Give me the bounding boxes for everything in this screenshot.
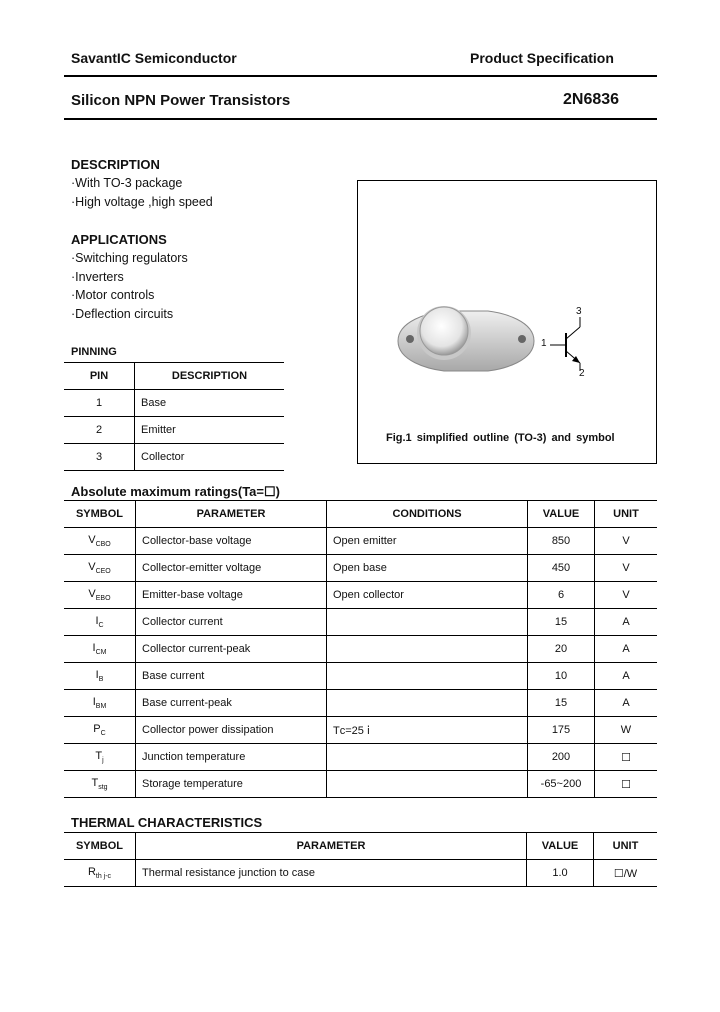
table-row [64,771,657,798]
applications-title: APPLICATIONS [71,232,167,247]
abs-max-table [64,500,657,798]
symbol-main: V [88,587,96,600]
value-cell: 850 [528,528,595,555]
part-number: 2N6836 [563,91,620,108]
symbol-main: V [88,533,96,546]
table-row [64,663,657,690]
to3-package-image [358,181,656,463]
value-cell: 6 [528,582,595,609]
pin-description: Emitter [141,424,176,436]
unit-cell: ☐/W [613,867,638,880]
symbol-cell [64,636,136,663]
value-cell: 15 [528,609,595,636]
value-cell: 10 [528,663,595,690]
col-header-conditions: CONDITIONS [327,501,528,528]
value-cell: 200 [528,744,595,771]
conditions-cell: Open base [327,555,528,582]
pinning-title: PINNING [71,346,117,358]
symbol-sub: stg [98,784,108,792]
symbol-sub: B [98,676,104,684]
conditions-cell: Open collector [327,582,528,609]
conditions-cell [327,690,528,717]
thermal-table [64,832,657,887]
table-row [64,555,657,582]
symbol-main: I [92,641,96,654]
application-item: ·Deflection circuits [71,307,174,321]
symbol-main: P [93,722,101,735]
description-item: ·High voltage ,high speed [71,195,213,209]
application-item: ·Motor controls [71,288,155,302]
symbol-sub: th j-c [95,873,112,881]
symbol-main: T [91,776,99,789]
table-row [64,860,657,887]
symbol-main: T [95,749,103,762]
symbol-sub: BM [95,703,107,711]
product-line: Silicon NPN Power Transistors [71,92,291,109]
pinning-table [64,362,284,471]
pin-description: Base [141,397,167,409]
symbol-cell [64,663,136,690]
value-cell: 1.0 [527,860,594,887]
table-row [64,444,284,471]
col-header-symbol: SYMBOL [64,833,136,860]
doc-type: Product Specification [470,50,614,66]
pin-number: 2 [64,417,135,444]
symbol-pin-label: 2 [579,368,585,379]
table-row [64,582,657,609]
table-row [64,717,657,744]
value-cell: 450 [528,555,595,582]
symbol-sub: CEO [95,568,111,576]
unit-cell: A [622,697,630,709]
symbol-main: I [92,695,96,708]
value-cell: 175 [528,717,595,744]
symbol-cell [64,860,136,887]
symbol-main: I [95,668,99,681]
symbol-sub: CBO [95,541,111,549]
col-header-parameter: PARAMETER [136,833,527,860]
parameter-cell: Collector current-peak [136,636,327,663]
value-cell: -65~200 [528,771,595,798]
figure-box [357,180,657,464]
value-cell: 15 [528,690,595,717]
table-row [64,636,657,663]
symbol-sub: C [98,622,104,630]
conditions-cell [327,771,528,798]
symbol-sub: C [100,730,106,738]
symbol-cell [64,555,136,582]
figure-caption: Fig.1 simplified outline (TO-3) and symbol [386,432,615,444]
header-rule-1 [64,75,657,77]
unit-cell: ☐ [621,778,631,791]
company-name: SavantIC Semiconductor [71,50,237,66]
symbol-cell [64,609,136,636]
thermal-title: THERMAL CHARACTERISTICS [71,815,263,830]
symbol-main: R [87,865,96,878]
symbol-cell [64,717,136,744]
parameter-cell: Collector power dissipation [136,717,327,744]
col-header-parameter: PARAMETER [136,501,327,528]
symbol-pin-label: 3 [576,306,582,317]
unit-cell: A [622,616,630,628]
col-header-value: VALUE [528,501,595,528]
table-row [64,390,284,417]
parameter-cell: Collector current [136,609,327,636]
pin-description: Collector [141,451,185,463]
unit-cell: V [622,562,630,574]
symbol-cell [64,744,136,771]
parameter-cell: Collector-base voltage [136,528,327,555]
conditions-cell: Open emitter [327,528,528,555]
symbol-cell [64,771,136,798]
conditions-cell [327,609,528,636]
col-header-unit: UNIT [613,508,639,520]
symbol-cell [64,582,136,609]
pin-number: 3 [64,444,135,471]
description-item: ·With TO-3 package [71,176,183,190]
unit-cell: A [622,643,630,655]
table-row [64,690,657,717]
table-row [64,744,657,771]
unit-cell: V [622,535,630,547]
parameter-cell: Collector-emitter voltage [136,555,327,582]
conditions-cell [327,663,528,690]
parameter-cell: Base current [136,663,327,690]
parameter-cell: Base current-peak [136,690,327,717]
application-item: ·Switching regulators [71,251,188,265]
unit-cell: A [622,670,630,682]
col-header-value: VALUE [527,833,594,860]
value-cell: 20 [528,636,595,663]
parameter-cell: Junction temperature [136,744,327,771]
symbol-sub: CM [95,649,107,657]
pinning-header-pin: PIN [64,363,135,390]
symbol-main: I [95,614,99,627]
pinning-header-description: DESCRIPTION [171,370,248,382]
parameter-cell: Storage temperature [136,771,327,798]
symbol-main: V [88,560,96,573]
header-rule-2 [64,118,657,120]
description-title: DESCRIPTION [71,157,160,172]
table-row [64,609,657,636]
parameter-cell: Thermal resistance junction to case [136,860,527,887]
parameter-cell: Emitter-base voltage [136,582,327,609]
application-item: ·Inverters [71,270,124,284]
symbol-cell [64,690,136,717]
table-row [64,528,657,555]
unit-cell: W [620,724,632,736]
conditions-cell: Tᴄ=25 ⅰ [327,717,528,744]
table-row [64,417,284,444]
symbol-sub: j [102,757,104,765]
col-header-unit: UNIT [612,840,639,852]
conditions-cell [327,744,528,771]
conditions-cell [327,636,528,663]
symbol-sub: EBO [95,595,111,603]
symbol-cell [64,528,136,555]
unit-cell: ☐ [621,751,631,764]
symbol-pin-label: 1 [541,338,547,349]
pin-number: 1 [64,390,135,417]
unit-cell: V [622,589,630,601]
col-header-symbol: SYMBOL [64,501,136,528]
abs-max-title: Absolute maximum ratings(Ta=☐) [71,484,280,499]
